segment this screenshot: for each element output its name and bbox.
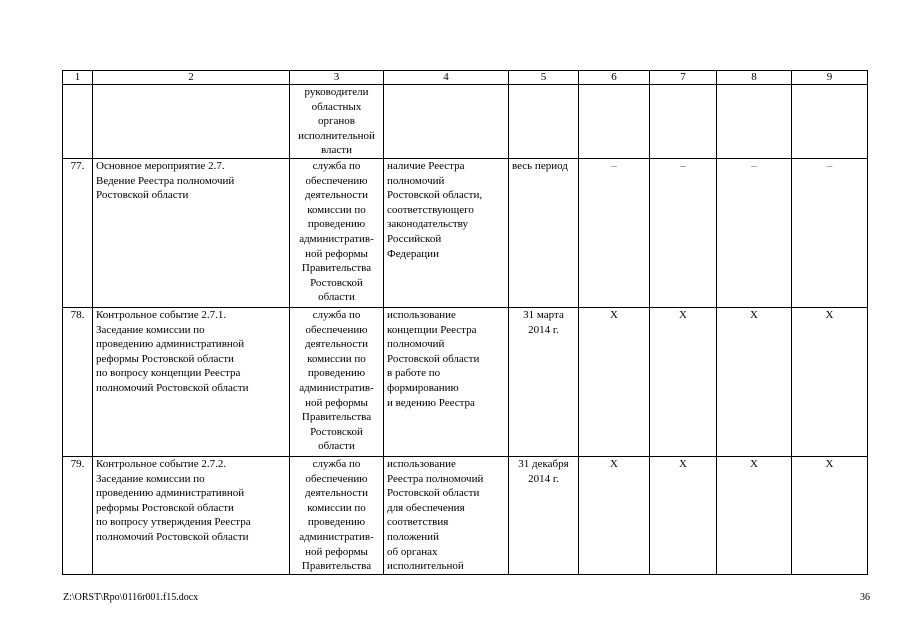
row-number: 78.	[63, 308, 93, 457]
event-line: Заседание комиссии по	[96, 323, 205, 336]
executor-line: обеспечению	[305, 323, 368, 336]
date-cell	[509, 308, 579, 457]
executor-line: комиссии по	[307, 203, 366, 216]
executor-line: административ-	[299, 530, 374, 543]
result-cell	[384, 308, 509, 457]
result-line: положений	[387, 530, 439, 543]
row-number: 77.	[63, 159, 93, 308]
cont-col9-cell	[792, 85, 868, 159]
result-line: Реестра полномочий	[387, 472, 484, 485]
cont-col6-cell	[579, 85, 650, 159]
col-header-1: 1	[63, 71, 93, 85]
col8-cell: X	[717, 308, 792, 457]
table-row	[63, 308, 868, 457]
date-line: 31 марта	[523, 309, 564, 321]
event-line: Ростовской области	[96, 189, 189, 202]
event-line: Основное мероприятие 2.7.	[96, 160, 225, 172]
cont-col7-cell	[650, 85, 717, 159]
executor-cell	[290, 159, 384, 308]
event-line: полномочий Ростовской области	[96, 381, 249, 394]
cont-col8-cell	[717, 85, 792, 159]
col-header-4: 4	[384, 71, 509, 85]
event-line: Контрольное событие 2.7.2.	[96, 458, 227, 470]
executor-line: деятельности	[305, 487, 368, 500]
event-line: по вопросу утверждения Реестра	[96, 516, 251, 529]
executor-line: служба по	[312, 309, 361, 321]
event-cell	[93, 159, 290, 308]
executor-line: ной реформы	[305, 396, 368, 409]
result-line: соответствующего	[387, 203, 474, 216]
result-line: Ростовской области	[387, 352, 480, 365]
table-row	[63, 457, 868, 575]
executor-line: проведению	[307, 516, 366, 529]
result-line: использование	[387, 309, 456, 321]
result-line: Федерации	[387, 247, 439, 260]
cont-executor-cell	[290, 85, 384, 159]
executor-line: деятельности	[305, 338, 368, 351]
result-cell	[384, 159, 509, 308]
col8-cell: –	[717, 159, 792, 308]
result-line: полномочий	[387, 338, 445, 351]
executor-line: обеспечению	[305, 472, 368, 485]
cont-event-cell	[93, 85, 290, 159]
cont-executor-line: руководители	[304, 86, 369, 98]
result-line: Российской	[387, 232, 442, 245]
date-line: 2014 г.	[528, 323, 559, 336]
executor-line: обеспечению	[305, 174, 368, 187]
cont-executor-line: органов	[318, 115, 355, 128]
executor-line: ной реформы	[305, 247, 368, 260]
header-row	[63, 71, 868, 85]
executor-line: проведению	[307, 218, 366, 231]
executor-line: Правительства	[301, 411, 372, 424]
result-line: наличие Реестра	[387, 160, 465, 172]
executor-cell	[290, 308, 384, 457]
result-line: формированию	[387, 381, 459, 394]
result-line: Ростовской области,	[387, 189, 483, 202]
executor-cell	[290, 457, 384, 575]
col-header-9: 9	[792, 71, 868, 85]
executor-line: комиссии по	[307, 352, 366, 365]
event-cell	[93, 457, 290, 575]
result-line: Ростовской области	[387, 487, 480, 500]
col9-cell: X	[792, 308, 868, 457]
plan-table	[62, 70, 868, 575]
col9-cell: –	[792, 159, 868, 308]
cont-date-cell	[509, 85, 579, 159]
executor-line: Ростовской	[310, 425, 363, 438]
executor-line: комиссии по	[307, 501, 366, 514]
executor-line: области	[318, 440, 355, 453]
executor-line: Правительства	[301, 262, 372, 275]
event-line: реформы Ростовской области	[96, 352, 234, 365]
result-line: в работе по	[387, 367, 441, 380]
col8-cell: X	[717, 457, 792, 575]
executor-line: деятельности	[305, 189, 368, 202]
row-number: 79.	[63, 457, 93, 575]
date-line: 2014 г.	[528, 472, 559, 485]
cont-result-cell	[384, 85, 509, 159]
col-header-2: 2	[93, 71, 290, 85]
date-line: весь период	[512, 160, 568, 172]
executor-line: служба по	[312, 458, 361, 470]
col-header-3: 3	[290, 71, 384, 85]
cont-executor-line: областных	[311, 100, 362, 113]
col6-cell: –	[579, 159, 650, 308]
result-line: и ведению Реестра	[387, 396, 475, 409]
col-header-5: 5	[509, 71, 579, 85]
event-line: реформы Ростовской области	[96, 501, 234, 514]
date-line: 31 декабря	[518, 458, 569, 470]
col-header-8: 8	[717, 71, 792, 85]
executor-line: административ-	[299, 381, 374, 394]
event-line: Заседание комиссии по	[96, 472, 205, 485]
event-line: Контрольное событие 2.7.1.	[96, 309, 227, 321]
executor-line: области	[318, 291, 355, 304]
event-line: по вопросу концепции Реестра	[96, 367, 241, 380]
result-line: полномочий	[387, 174, 445, 187]
event-line: полномочий Ростовской области	[96, 530, 249, 543]
cont-num-cell	[63, 85, 93, 159]
result-line: использование	[387, 458, 456, 470]
result-cell	[384, 457, 509, 575]
result-line: законодательству	[387, 218, 468, 231]
result-line: об органах	[387, 545, 438, 558]
col-header-7: 7	[650, 71, 717, 85]
event-line: Ведение Реестра полномочий	[96, 174, 235, 187]
event-line: проведению административной	[96, 487, 245, 500]
executor-line: административ-	[299, 232, 374, 245]
executor-line: ной реформы	[305, 545, 368, 558]
col7-cell: X	[650, 308, 717, 457]
col7-cell: –	[650, 159, 717, 308]
event-line: проведению административной	[96, 338, 245, 351]
page-number: 36	[860, 592, 870, 603]
executor-line: Правительства	[301, 560, 372, 573]
event-cell	[93, 308, 290, 457]
footer-file-path: Z:\ORST\Rpo\0116r001.f15.docx	[63, 592, 199, 603]
col6-cell: X	[579, 457, 650, 575]
result-line: для обеспечения	[387, 501, 465, 514]
col7-cell: X	[650, 457, 717, 575]
result-line: концепции Реестра	[387, 323, 477, 336]
result-line: соответствия	[387, 516, 449, 529]
col9-cell: X	[792, 457, 868, 575]
result-line: исполнительной	[387, 560, 464, 573]
executor-line: проведению	[307, 367, 366, 380]
date-cell	[509, 457, 579, 575]
col-header-6: 6	[579, 71, 650, 85]
date-cell	[509, 159, 579, 308]
table-row	[63, 159, 868, 308]
executor-line: Ростовской	[310, 276, 363, 289]
cont-executor-line: власти	[321, 144, 352, 157]
executor-line: служба по	[312, 160, 361, 172]
cont-executor-line: исполнительной	[298, 129, 375, 142]
col6-cell: X	[579, 308, 650, 457]
continuation-row	[63, 85, 868, 159]
